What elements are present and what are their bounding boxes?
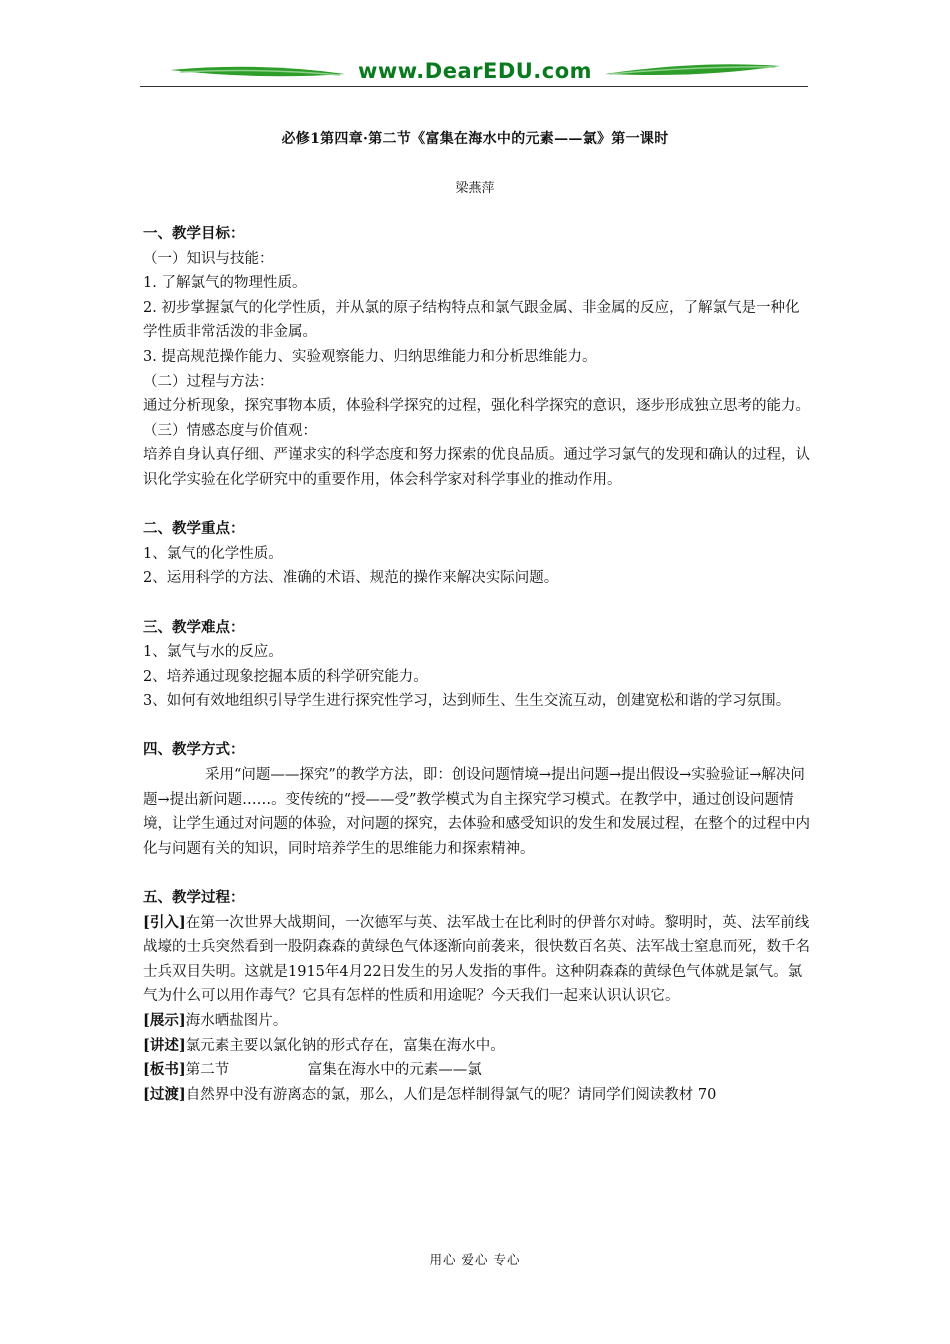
paragraph: 采用“问题——探究”的教学方法，即：创设问题情境→提出问题→提出假设→实验验证→解决问题→提出新问题……。变传统的“授——受”教学模式为自主探究学习模式。在教学中，通过创设问题情境，让学生通过对问题的体验，对问题的探究，去体验和感受知识的发生和发展过程，在整个的过程中内化与问题有关的知识，同时培养学生的思维能力和探索精神。	[143, 767, 810, 857]
subheading-knowledge: （一）知识与技能：	[143, 250, 274, 267]
step-lecture	[143, 1034, 811, 1059]
site-banner	[140, 58, 810, 94]
document-title: 必修1第四章·第二节《富集在海水中的元素——氯》第一课时	[281, 131, 669, 147]
paragraph: 通过分析现象，探究事物本质，体验科学探究的过程，强化科学探究的意识，逐步形成独立思考的能力。	[143, 398, 810, 415]
step-tag: [展示]	[143, 1012, 186, 1029]
list-item: 3. 提高规范操作能力、实验观察能力、归纳思维能力和分析思维能力。	[143, 348, 597, 365]
step-intro	[143, 911, 811, 1009]
subheading-process: （二）过程与方法：	[143, 373, 274, 390]
step-text: 在第一次世界大战期间，一次德军与英、法军战士在比利时的伊普尔对峙。黎明时，英、法军前线战壕的士兵突然看到一股阴森森的黄绿色气体逐渐向前袭来，很快数百名英、法军战士窒息而死，数千名士兵双目失明。这就是1915年4月22日发生的另人发指的事件。这种阴森森的黄绿色气体就是氯气。氯气为什么可以用作毒气？它具有怎样的性质和用途呢？今天我们一起来认识认识它。	[143, 914, 810, 1005]
list-item: 1、氯气的化学性质。	[143, 545, 283, 562]
section-heading-difficulties: 三、教学难点：	[143, 618, 245, 636]
step-show	[143, 1009, 811, 1034]
section-heading-key-points: 二、教学重点：	[143, 520, 245, 538]
document-author: 梁燕萍	[455, 181, 495, 196]
list-item: 2、运用科学的方法、准确的术语、规范的操作来解决实际问题。	[143, 570, 559, 587]
page-footer: 用心 爱心 专心	[429, 1252, 521, 1267]
list-item: 1、氯气与水的反应。	[143, 644, 283, 661]
step-transition	[143, 1083, 811, 1108]
list-item: 2. 初步掌握氯气的化学性质，并从氯的原子结构特点和氯气跟金属、非金属的反应，了解氯气是一种化学性质非常活泼的非金属。	[143, 299, 800, 341]
document-body	[143, 222, 811, 1107]
site-logo-text: www.DearEDU.com	[357, 59, 593, 83]
list-item: 1. 了解氯气的物理性质。	[143, 275, 307, 292]
section-heading-process: 五、教学过程：	[143, 889, 245, 907]
step-tag: [过渡]	[143, 1085, 186, 1103]
step-text: 海水晒盐图片。	[185, 1013, 288, 1029]
paragraph: 培养自身认真仔细、严谨求实的科学态度和努力探索的优良品质。通过学习氯气的发现和确认的过程，认识化学实验在化学研究中的重要作用，体会科学家对科学事业的推动作用。	[143, 447, 810, 488]
step-text: 自然界中没有游离态的氯，那么，人们是怎样制得氯气的呢？请同学们阅读教材 70	[185, 1086, 717, 1103]
step-text: 富集在海水中的元素——氯	[307, 1062, 482, 1079]
step-board	[143, 1058, 811, 1083]
step-tag: [引入]	[143, 913, 186, 931]
step-text: 氯元素主要以氯化钠的形式存在，富集在海水中。	[185, 1037, 505, 1054]
step-tag: [板书]	[143, 1061, 186, 1079]
section-heading-method: 四、教学方式：	[143, 741, 245, 759]
step-text: 第二节	[185, 1062, 230, 1079]
header-rule	[140, 86, 808, 87]
step-tag: [讲述]	[143, 1036, 186, 1054]
list-item: 2、培养通过现象挖掘本质的科学研究能力。	[143, 668, 428, 685]
section-heading-objectives: 一、教学目标：	[143, 225, 245, 242]
subheading-attitude: （三）情感态度与价值观：	[143, 422, 317, 439]
list-item: 3、如何有效地组织引导学生进行探究性学习，达到师生、生生交流互动，创建宽松和谐的学习氛围。	[143, 693, 791, 710]
